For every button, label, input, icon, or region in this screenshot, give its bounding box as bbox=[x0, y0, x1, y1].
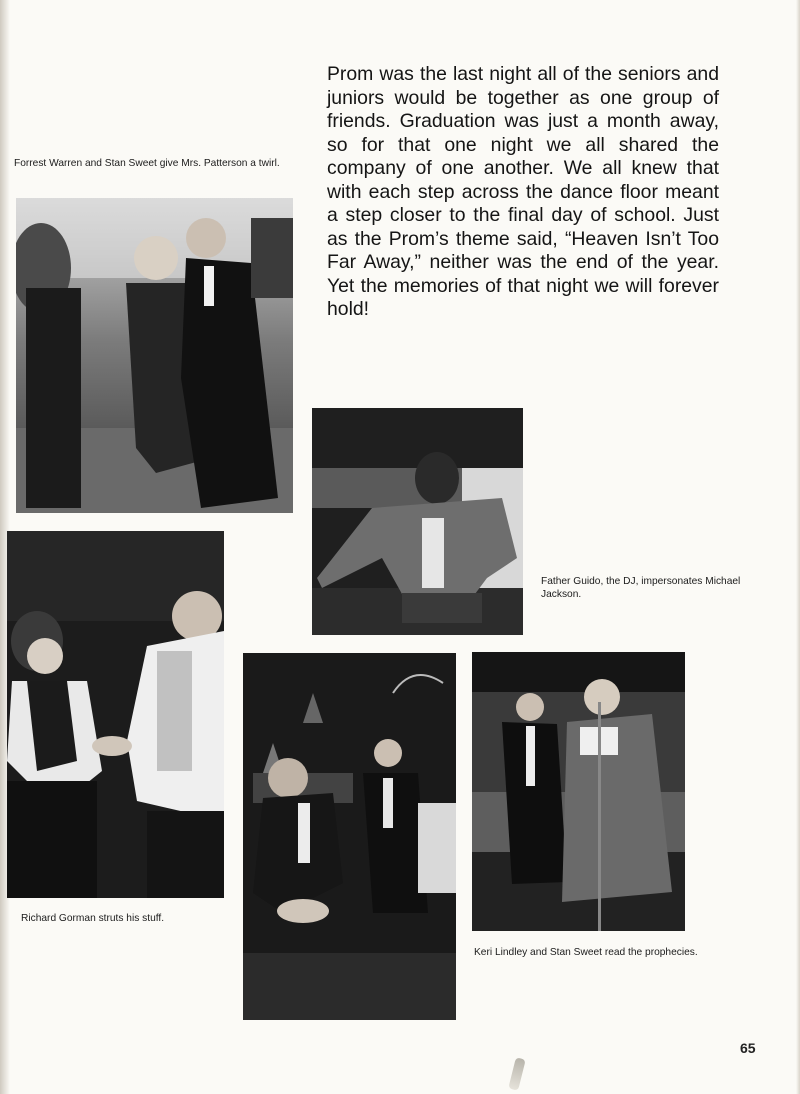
caption-struts: Richard Gorman struts his stuff. bbox=[21, 913, 165, 924]
caption-twirl: Forrest Warren and Stan Sweet give Mrs. Patterson a twirl. bbox=[14, 158, 280, 169]
page-edge bbox=[796, 0, 800, 1094]
page-number: 65 bbox=[740, 1040, 756, 1056]
caption-prophecies: Keri Lindley and Stan Sweet read the prophecies. bbox=[474, 947, 698, 958]
article-body: Prom was the last night all of the seniors and juniors would be together as one group of friends. Graduation was just a month away, so for that one night we all shared the company of one another. We all knew that with each step across the dance floor meant a step closer to the final day of school. Just as the Prom’s theme said, “Heaven Isn’t Too Far Away,” neither was the end of the year. Yet the memories of that night we will forever hold! bbox=[327, 63, 719, 320]
photo-dj-image bbox=[312, 408, 523, 635]
page-smudge bbox=[508, 1057, 525, 1090]
photo-dance-twirl-image bbox=[16, 198, 293, 513]
caption-dj: Father Guido, the DJ, impersonates Michael Jackson. bbox=[541, 576, 741, 600]
photo-struts bbox=[7, 531, 224, 898]
photo-stage-kneel bbox=[243, 653, 456, 1020]
photo-stage-kneel-image bbox=[243, 653, 456, 1020]
photo-prophecies bbox=[472, 652, 685, 931]
photo-dj bbox=[312, 408, 523, 635]
photo-struts-image bbox=[7, 531, 224, 898]
photo-dance-twirl bbox=[16, 198, 293, 513]
photo-prophecies-image bbox=[472, 652, 685, 931]
